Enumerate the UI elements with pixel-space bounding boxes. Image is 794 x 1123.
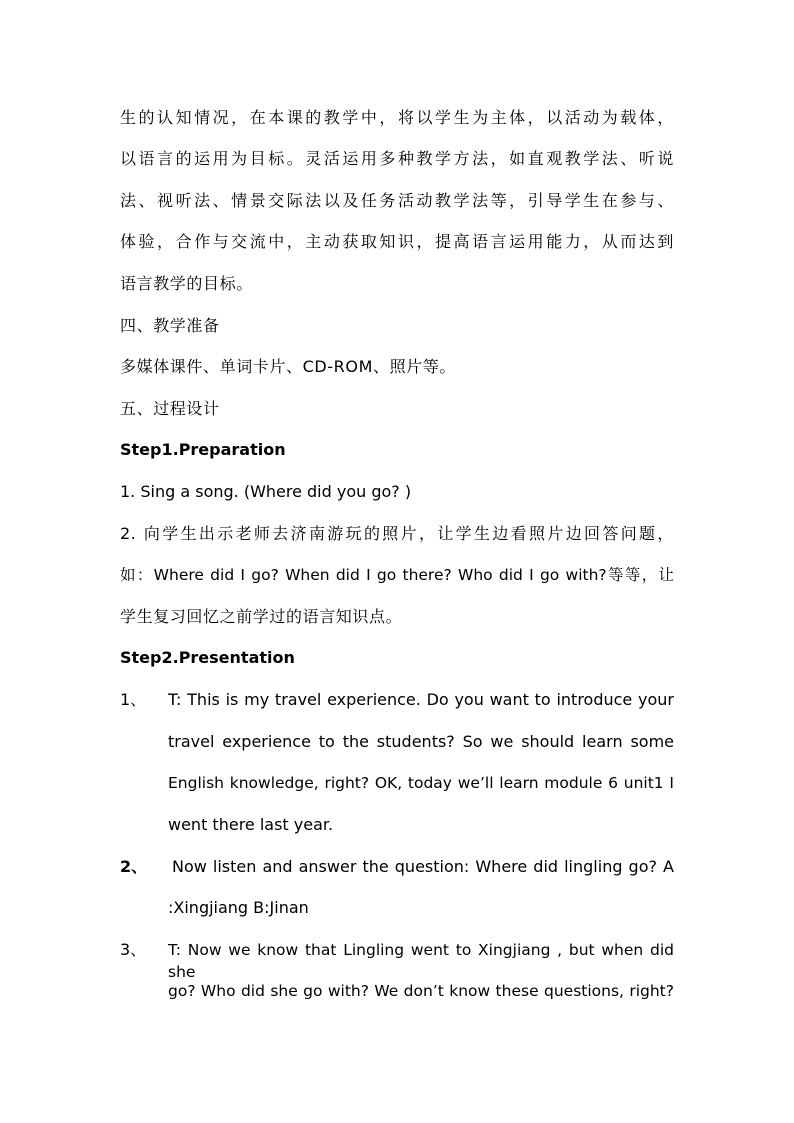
step-item-line: 学生复习回忆之前学过的语言知识点。 — [120, 607, 403, 626]
list-number: 2、 — [120, 857, 148, 876]
step-item-line: 2. 向学生出示老师去济南游玩的照片，让学生边看照片边回答问题， — [120, 524, 674, 543]
step-title: Step1.Preparation — [120, 440, 286, 459]
list-item-line: T: Now we know that Lingling went to Xingjiang , but when did she — [168, 941, 674, 981]
list-item-line: T: This is my travel experience. Do you want to introduce your — [168, 690, 674, 709]
list-item-line: Now listen and answer the question: Where did lingling go? A — [172, 857, 674, 876]
list-item-line: go? Who did she go with? We don’t know these questions, right? — [168, 982, 674, 1000]
paragraph-line: 语言教学的目标。 — [120, 274, 253, 293]
section-heading: 五、过程设计 — [120, 399, 220, 418]
step-item: 1. Sing a song. (Where did you go? ) — [120, 482, 412, 501]
list-item-line: went there last year. — [168, 815, 334, 834]
paragraph-line: 体验，合作与交流中，主动获取知识，提高语言运用能力，从而达到 — [120, 232, 674, 251]
paragraph-line: 法、视听法、情景交际法以及任务活动教学法等，引导学生在参与、 — [120, 191, 674, 210]
paragraph-line: 生的认知情况，在本课的教学中，将以学生为主体，以活动为载体， — [120, 108, 674, 127]
step-item-line: 如：Where did I go? When did I go there? Who did I go with?等等，让 — [120, 566, 674, 584]
section-heading: 四、教学准备 — [120, 316, 220, 335]
list-item-line: English knowledge, right? OK, today we’ll learn module 6 unit1 I — [168, 774, 674, 792]
list-number: 3、 — [120, 940, 147, 959]
list-item-line: travel experience to the students? So we should learn some — [168, 732, 674, 751]
step-title: Step2.Presentation — [120, 648, 295, 667]
paragraph-line: 以语言的运用为目标。灵活运用多种教学方法，如直观教学法、听说 — [120, 149, 674, 168]
list-number: 1、 — [120, 690, 147, 709]
prep-text: 多媒体课件、单词卡片、CD-ROM、照片等。 — [120, 357, 456, 376]
list-item-line: :Xingjiang B:Jinan — [168, 898, 309, 917]
